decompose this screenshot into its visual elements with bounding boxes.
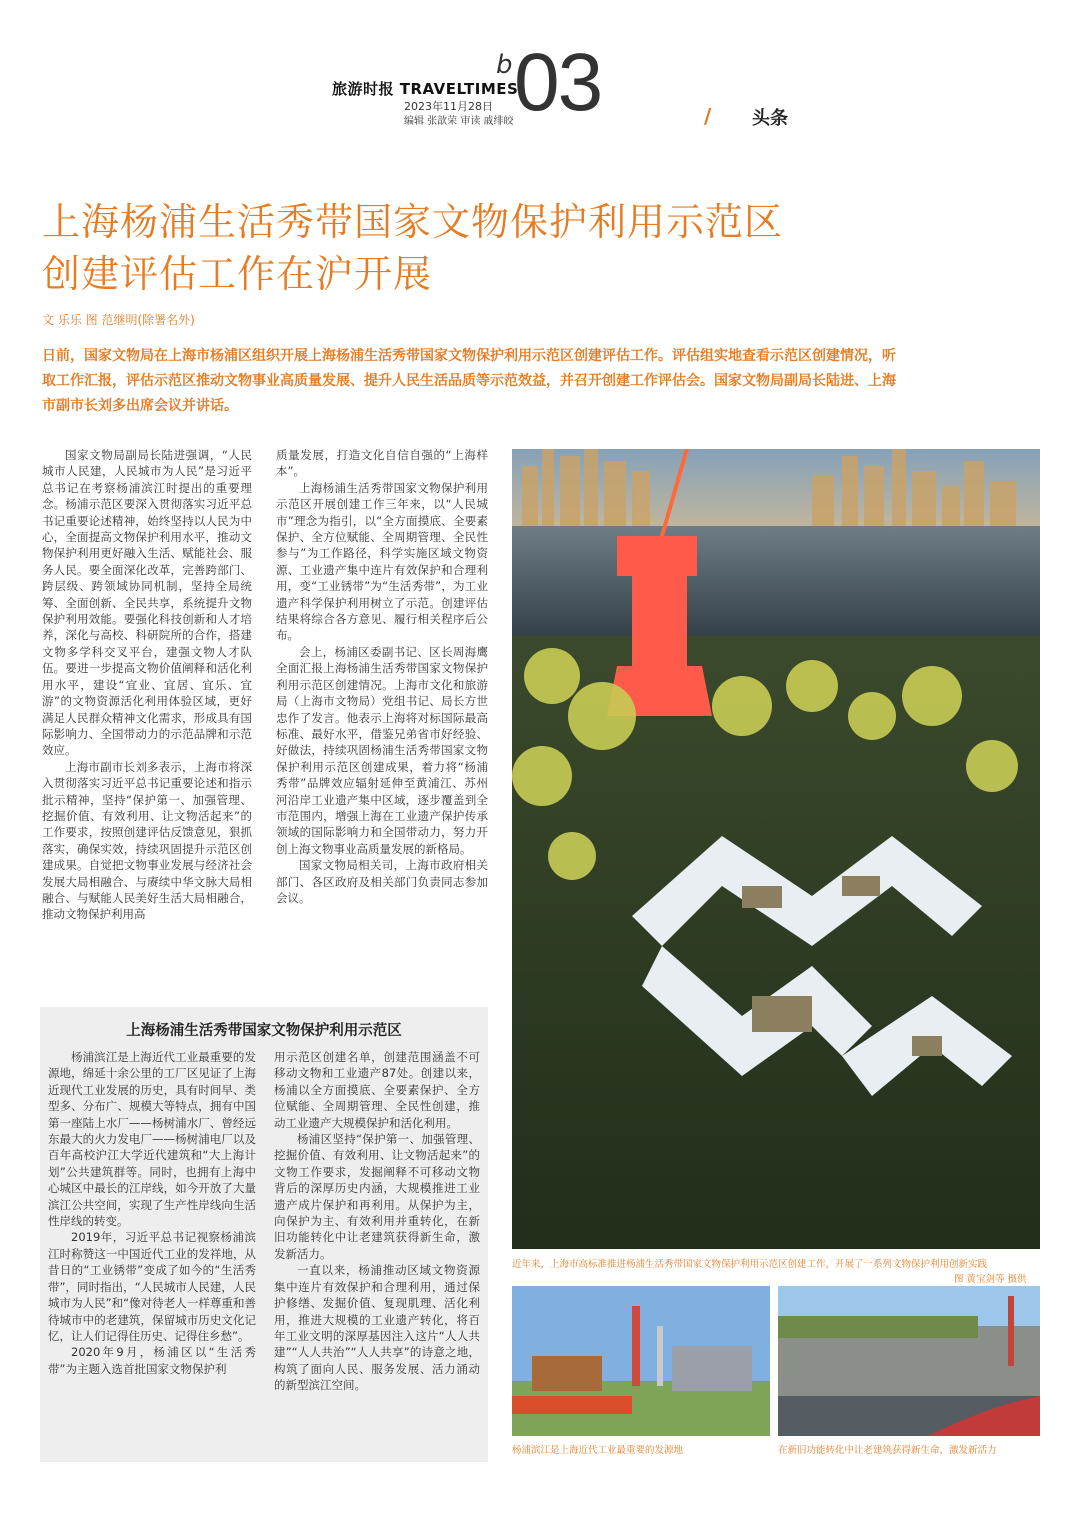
section-name: 头条 [752,108,788,129]
sidebar-column-2 [274,1049,480,1394]
body-column-2 [276,447,488,906]
masthead-paper: 旅游时报 TRAVELTIMES [332,80,519,98]
page-letter: b [496,50,513,80]
body-paragraph: 会上，杨浦区委副书记、区长周海鹰全面汇报上海杨浦生活秀带国家文物保护利用示范区创建情况。上海市文化和旅游局（上海市文物局）党组书记、局长方世忠作了发言。他表示上海将对标国际最高标准、最好水平，借鉴兄弟省市好经验、好做法，持续巩固杨浦生活秀带国家文物保护利用示范区创建成果，着力将“杨浦秀带”品牌效应辐射延伸至黄浦江、苏州河沿岸工业遗产集中区域，逐步覆盖到全市范围内，增强上海在工业遗产保护传承领域的国际影响力和全国带动力，努力开创上海文物事业高质量发展的新格局。 [276,644,488,856]
body-paragraph: 质量发展，打造文化自信自强的“上海样本”。 [276,448,488,479]
left-photo-wrap [512,1286,770,1436]
body-paragraph: 上海市副市长刘多表示，上海市将深入贯彻落实习近平总书记重要论述和指示批示精神，坚持“保护第一、加强管理、挖掘价值、有效利用、让文物活起来”的工作要求，按照创建评估反馈意见，狠抓落实，确保实效，持续巩固提升示范区创建成果。自觉把文物事业发展与经济社会发展大局相融合、与赓续中华文脉大局相融合、与赋能人民美好生活大局相融合，推动文物保护利用高 [42,759,252,922]
right-photo [778,1286,1040,1436]
main-photo-wrap [512,449,1040,1249]
sidebar-paragraph: 用示范区创建名单，创建范围涵盖不可移动文物和工业遗产87处。创建以来，杨浦以全方面摸底、全要素保护、全方位赋能、全周期管理、全民性创建，推动工业遗产大规模保护和活化利用。 [274,1050,480,1130]
sidebar-box [40,1007,488,1462]
sidebar-paragraph: 2020年9月，杨浦区以“生活秀带”为主题入选首批国家文物保护利 [48,1345,256,1376]
body-paragraph: 国家文物局副局长陆进强调，“人民城市人民建，人民城市为人民”是习近平总书记在考察杨浦滨江时提出的重要理念。杨浦示范区要深入贯彻落实习近平总书记重要论述精神，始终坚持以人民为中心，全面提高文物保护利用水平，推动文物保护利用更好融入生活、赋能社会、服务人民。要全面深化改革，完善跨部门、跨层级、跨领域协同机制，坚持全局统筹、全面创新、全民共享，系统提升文物保护利用效能。要强化科技创新和人才培养，深化与高校、科研院所的合作，搭建文物多学科交叉平台，建强文物人才队伍。要进一步提高文物价值阐释和活化利用水平，建设“宜业、宜居、宜乐、宜游”的文物资源活化利用体验区域，更好满足人民群众精神文化需求，形成具有国际影响力、全国带动力的示范品牌和示范效应。 [42,448,252,758]
sidebar-paragraph: 一直以来，杨浦推动区域文物资源集中连片有效保护和合理利用，通过保护修缮、发掘价值、复现肌理、活化利用，推进大规模的工业遗产转化，将百年工业文明的深厚基因注入这片“人人共建”“人人共治”“人人共享”的诗意之地，构筑了面向人民、服务发展、活力涌动的新型滨江空间。 [274,1263,480,1393]
body-paragraph: 国家文物局相关司，上海市政府相关部门、各区政府及相关部门负责同志参加会议。 [276,858,488,905]
headline [42,196,1042,300]
body-paragraph: 上海杨浦生活秀带国家文物保护利用示范区开展创建工作三年来，以“人民城市”理念为指引，以“全方面摸底、全要素保护、全方位赋能、全周期管理、全民性参与”为工作路径，科学实施区域文物资源、工业遗产集中连片有效保护和合理利用，变“工业锈带”为“生活秀带”，为工业遗产科学保护利用树立了示范。创建评估结果将综合各方意见、履行相关程序后公布。 [276,480,488,643]
right-photo-wrap [778,1286,1040,1436]
main-photo-credit: 图 黄宝剑等 摄供 [954,1274,1027,1285]
left-photo [512,1286,770,1436]
main-photo [512,449,1040,1249]
body-column-1 [42,447,252,923]
lead-paragraph: 日前，国家文物局在上海市杨浦区组织开展上海杨浦生活秀带国家文物保护利用示范区创建评估工作。评估组实地查看示范区创建情况，听取工作汇报，评估示范区推动文物事业高质量发展、提升人民生活品质等示范效益，并召开创建工作评估会。国家文物局副局长陆进、上海市副市长刘多出席会议并讲话。 [42,348,896,414]
editors-line: 编辑 张歆荣 审读 戚绯皎 [404,116,514,127]
page-number: 03 [514,37,602,128]
headline-line-2: 创建评估工作在沪开展 [42,252,433,296]
sidebar-paragraph: 杨浦区坚持“保护第一、加强管理、挖掘价值、有效利用、让文物活起来”的文物工作要求，发掘阐释不可移动文物背后的深厚历史内涵，大规模推进工业遗产成片保护和再利用。从保护为主，向保护为主、有效利用并重转化，在新旧功能转化中让老建筑获得新生命，激发新活力。 [274,1132,480,1261]
section-slash: / [704,104,712,128]
right-photo-caption: 在新旧功能转化中让老建筑获得新生命，激发新活力 [778,1445,997,1456]
byline: 文 乐乐 图 范继明(除署名外) [42,313,195,327]
sidebar-paragraph: 2019年，习近平总书记视察杨浦滨江时称赞这一中国近代工业的发祥地，从昔日的“工业锈带”变成了如今的“生活秀带”，同时指出，“人民城市人民建，人民城市为人民”和“像对待老人一样尊重和善待城市中的老建筑，保留城市历史文化记忆，让人们记得住历史、记得住乡愁”。 [48,1230,256,1343]
sidebar-column-1 [48,1049,256,1377]
sidebar-title: 上海杨浦生活秀带国家文物保护利用示范区 [126,1022,402,1039]
left-photo-caption: 杨浦滨江是上海近代工业最重要的发源地 [512,1445,684,1456]
issue-date: 2023年11月28日 [404,100,493,113]
main-photo-caption: 近年来，上海市高标准推进杨浦生活秀带国家文物保护利用示范区创建工作，开展了一系列文物保护利用创新实践 [512,1259,988,1270]
headline-line-1: 上海杨浦生活秀带国家文物保护利用示范区 [42,200,784,244]
sidebar-paragraph: 杨浦滨江是上海近代工业最重要的发源地，绵延十余公里的工厂区见证了上海近现代工业发展的历史，具有时间早、类型多、分布广、规模大等特点，拥有中国第一座陆上水厂——杨树浦水厂、曾经远东最大的火力发电厂——杨树浦电厂以及百年高校沪江大学近代建筑和“大上海计划”公共建筑群等。同时，也拥有上海中心城区中最长的江岸线，如今开放了大量滨江公共空间，实现了生产性岸线向生活性岸线的转变。 [48,1050,256,1229]
